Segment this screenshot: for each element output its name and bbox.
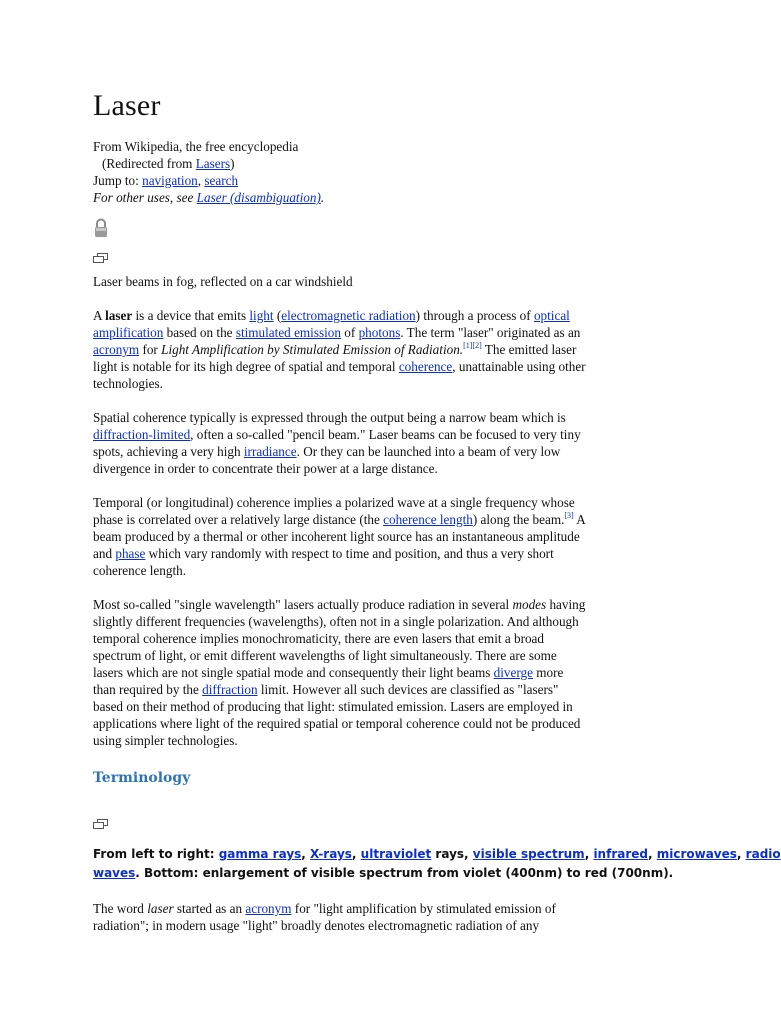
text: The word	[93, 901, 148, 916]
irradiance-link[interactable]: irradiance	[243, 444, 297, 459]
optical-amplification-link[interactable]: optical	[533, 308, 570, 323]
text: From left to right:	[93, 847, 219, 861]
tagline: From Wikipedia, the free encyclopedia	[93, 139, 299, 154]
text: ,	[736, 847, 746, 861]
photons-link[interactable]: photons	[358, 325, 401, 340]
spectrum-caption	[93, 845, 781, 883]
text: started as an	[173, 901, 246, 916]
text: ) along the beam.	[472, 512, 565, 527]
text: A	[573, 512, 586, 527]
text: ,	[351, 847, 361, 861]
image-caption: Laser beams in fog, reflected on a car windshield	[93, 274, 353, 289]
text: spots, achieving a very high	[93, 444, 244, 459]
jump-search-link[interactable]: search	[204, 173, 239, 188]
text: lasers which are not single spatial mode and consequently their light beams	[93, 665, 494, 680]
text: using simpler technologies.	[93, 733, 238, 748]
stimulated-emission-link[interactable]: stimulated emission	[235, 325, 341, 340]
image-thumbnail-icon[interactable]	[93, 253, 109, 263]
electromagnetic-radiation-link[interactable]: electromagnetic radiation	[281, 308, 416, 323]
text: ) through a process of	[415, 308, 534, 323]
text: Most so-called "single wavelength" lasers actually produce radiation in several	[93, 597, 513, 612]
text: rays,	[431, 847, 473, 861]
text: phase is correlated over a relatively large distance (the	[93, 512, 384, 527]
temporal-coherence-paragraph	[93, 494, 683, 579]
x-rays-link[interactable]: X-rays	[310, 847, 352, 861]
text: is a device that emits	[132, 308, 250, 323]
hatnote	[93, 189, 683, 206]
text: ,	[301, 847, 311, 861]
microwaves-link[interactable]: microwaves	[656, 847, 737, 861]
jump-navigation-link[interactable]: navigation	[142, 173, 198, 188]
optical-amplification-link-cont[interactable]: amplification	[93, 325, 164, 340]
diffraction-limited-link[interactable]: diffraction-limited	[93, 427, 191, 442]
acronym-link[interactable]: acronym	[93, 342, 140, 357]
citation-3[interactable]: [3]	[564, 511, 574, 520]
text: applications where light of the required spatial or temporal coherence could not be produced	[93, 716, 581, 731]
citation-1-2[interactable]: [1][2]	[463, 341, 482, 350]
visible-spectrum-link[interactable]: visible spectrum	[472, 847, 585, 861]
text: slightly different frequencies (wavelengths), often not in a single polarization. And although	[93, 614, 579, 629]
phase-link[interactable]: phase	[115, 546, 146, 561]
infrared-link[interactable]: infrared	[593, 847, 648, 861]
text: . Or they can be launched into a beam of very low	[296, 444, 561, 459]
gamma-rays-link[interactable]: gamma rays	[218, 847, 302, 861]
jump-separator: ,	[197, 173, 205, 188]
hatnote-suffix: .	[320, 190, 325, 205]
text: Spatial coherence typically is expressed through the output being a narrow beam which is	[93, 410, 566, 425]
redirect-suffix: )	[230, 156, 235, 171]
text: and	[93, 546, 116, 561]
text: . Bottom: enlargement of visible spectrum from violet (400nm) to red (700nm).	[135, 866, 674, 880]
lock-icon	[93, 217, 109, 239]
text: The emitted laser	[481, 342, 577, 357]
text: A	[93, 308, 106, 323]
text: based on the	[163, 325, 236, 340]
italic-laser: laser	[147, 901, 174, 916]
acronym-link[interactable]: acronym	[245, 901, 292, 916]
text: temporal coherence implies monochromaticity, there are even lasers that emit a broad	[93, 631, 544, 646]
text: light is notable for its high degree of spatial and temporal	[93, 359, 399, 374]
bold-term: laser	[105, 308, 133, 323]
text: for "light amplification by stimulated emission of	[291, 901, 556, 916]
text: ,	[584, 847, 594, 861]
text: of	[340, 325, 359, 340]
redirect-prefix: (Redirected from	[102, 156, 196, 171]
text: than required by the	[93, 682, 203, 697]
disambiguation-link[interactable]: Laser (disambiguation)	[196, 190, 321, 205]
jump-links	[93, 172, 683, 189]
text: technologies.	[93, 376, 163, 391]
text: Temporal (or longitudinal) coherence implies a polarized wave at a single frequency whose	[93, 495, 575, 510]
text: coherence length.	[93, 563, 186, 578]
spatial-coherence-paragraph	[93, 409, 683, 477]
text: , often a so-called "pencil beam." Laser beams can be focused to very tiny	[190, 427, 581, 442]
text: , unattainable using other	[452, 359, 586, 374]
redirect-link[interactable]: Lasers	[195, 156, 231, 171]
text: which vary randomly with respect to time and position, and thus a very short	[145, 546, 554, 561]
intro-paragraph	[93, 307, 683, 392]
text: radiation"; in modern usage "light" broadly denotes electromagnetic radiation of any	[93, 918, 540, 933]
text: limit. However all such devices are classified as "lasers"	[257, 682, 559, 697]
hatnote-prefix: For other uses, see	[93, 190, 197, 205]
text: (	[273, 308, 282, 323]
coherence-length-link[interactable]: coherence length	[383, 512, 473, 527]
italic-modes: modes	[512, 597, 547, 612]
text: having	[546, 597, 586, 612]
image-thumbnail-icon[interactable]	[93, 819, 109, 829]
section-heading-terminology: Terminology	[93, 770, 191, 786]
text: for	[139, 342, 162, 357]
text: more	[532, 665, 564, 680]
radio-waves-link[interactable]: radio	[745, 847, 781, 861]
text: spectrum of light, or emit different wavelengths of light simultaneously. There are some	[93, 648, 557, 663]
page-title: Laser	[93, 89, 161, 122]
text: beam produced by a thermal or other incoherent light source has an instantaneous amplitude	[93, 529, 580, 544]
text: divergence in order to concentrate their power at a large distance.	[93, 461, 438, 476]
redirect-note	[93, 155, 683, 172]
text: based on their method of producing that light: stimulated emission. Lasers are employed in	[93, 699, 573, 714]
diverge-link[interactable]: diverge	[493, 665, 533, 680]
jump-prefix: Jump to:	[93, 173, 143, 188]
coherence-link[interactable]: coherence	[398, 359, 453, 374]
text: . The term "laser" originated as an	[400, 325, 581, 340]
terminology-paragraph	[93, 900, 683, 934]
light-link[interactable]: light	[249, 308, 274, 323]
text: ,	[647, 847, 657, 861]
diffraction-link[interactable]: diffraction	[202, 682, 258, 697]
modes-paragraph	[93, 596, 683, 749]
radio-waves-link-cont[interactable]: waves	[93, 866, 136, 880]
article-content	[93, 88, 781, 934]
ultraviolet-link[interactable]: ultraviolet	[360, 847, 432, 861]
italic-expansion: Light Amplification by Stimulated Emission of Radiation.	[161, 342, 464, 357]
